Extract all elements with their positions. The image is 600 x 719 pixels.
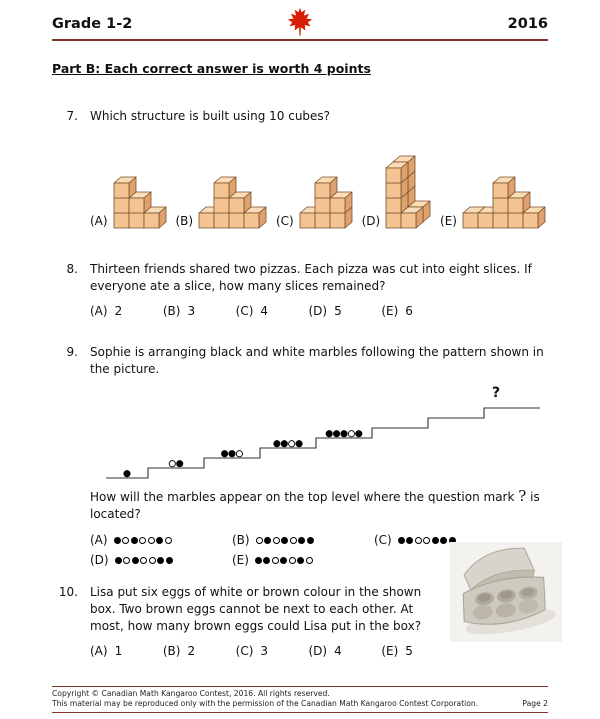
marble-pattern (114, 537, 174, 544)
question-8-text: Thirteen friends shared two pizzas. Each pizza was cut into eight slices. If everyone ate a slice, how many slices remained? (90, 262, 532, 293)
option-label: (E) (232, 553, 249, 567)
page-footer (52, 686, 548, 714)
option-d: (D) 5 (308, 304, 342, 318)
option-d: (D) 4 (308, 644, 342, 658)
question-7-figures (90, 137, 548, 229)
option-label: (B) (175, 214, 194, 228)
question-9-followup: How will the marbles appear on the top level where the question mark ? is located? (90, 487, 540, 521)
question-9-text: Sophie is arranging black and white marbles following the pattern shown in the picture. (90, 345, 544, 376)
page-header (52, 0, 548, 41)
cube-structure-figure (299, 176, 353, 229)
copyright-line: Copyright © Canadian Math Kangaroo Contest, 2016. All rights reserved. (52, 688, 330, 698)
marble-option-d (90, 550, 232, 570)
cube-option-a (90, 176, 167, 229)
question-8-number: 8. (66, 262, 78, 276)
marble-option-e (232, 550, 374, 570)
question-10-number: 10. (58, 585, 78, 599)
option-label: (D) (361, 214, 381, 228)
permission-line: This material may be reproduced only with the permission of the Canadian Math Kangaroo Contest Corporation. (52, 698, 479, 708)
question-7-text: Which structure is built using 10 cubes? (90, 109, 331, 123)
cube-option-c (276, 176, 353, 229)
cube-option-e (440, 176, 546, 229)
svg-text:?: ? (492, 385, 501, 401)
cube-option-d (362, 155, 432, 229)
page-number: Page 2 (522, 698, 548, 708)
option-label: (A) (90, 533, 108, 547)
question-7-number: 7. (66, 109, 78, 123)
cube-structure-figure (113, 176, 167, 229)
option-a: (A) 1 (90, 644, 123, 658)
grade-label: Grade 1-2 (52, 16, 133, 32)
option-e: (E) 5 (381, 644, 413, 658)
question-10-text: Lisa put six eggs of white or brown colour in the shown box. Two brown eggs cannot be next to each other. At most, how many brown eggs could Lisa put in the box? (90, 585, 422, 633)
staircase-figure (96, 384, 548, 486)
marble-pattern (115, 557, 175, 564)
option-c: (C) 3 (235, 644, 269, 658)
option-c: (C) 4 (235, 304, 269, 318)
question-10-options (90, 644, 548, 658)
section-title: Part B: Each correct answer is worth 4 points (52, 61, 371, 76)
option-a: (A) 2 (90, 304, 123, 318)
maple-leaf-icon (285, 5, 315, 38)
marble-option-a (90, 530, 232, 550)
option-label: (D) (90, 553, 109, 567)
marble-option-b (232, 530, 374, 550)
marble-pattern (255, 557, 315, 564)
option-label: (B) (232, 533, 250, 547)
cube-option-b (175, 176, 267, 229)
option-label: (E) (440, 214, 457, 228)
cube-structure-figure (198, 176, 267, 229)
question-7 (52, 108, 548, 229)
cube-structure-figure (462, 176, 546, 229)
egg-carton-image (448, 540, 564, 644)
question-8 (52, 261, 548, 318)
option-e: (E) 6 (381, 304, 413, 318)
option-b: (B) 2 (162, 644, 196, 658)
option-label: (A) (90, 214, 108, 228)
option-label: (C) (275, 214, 294, 228)
cube-structure-figure (385, 155, 431, 229)
marble-pattern (256, 537, 316, 544)
maple-leaf-shape (288, 8, 313, 36)
question-9-number: 9. (66, 345, 78, 359)
question-8-options (90, 304, 548, 318)
question-mark-symbol: ? (518, 487, 527, 505)
option-label: (C) (374, 533, 392, 547)
question-9 (52, 344, 548, 570)
year-label: 2016 (507, 16, 548, 32)
option-b: (B) 3 (162, 304, 196, 318)
